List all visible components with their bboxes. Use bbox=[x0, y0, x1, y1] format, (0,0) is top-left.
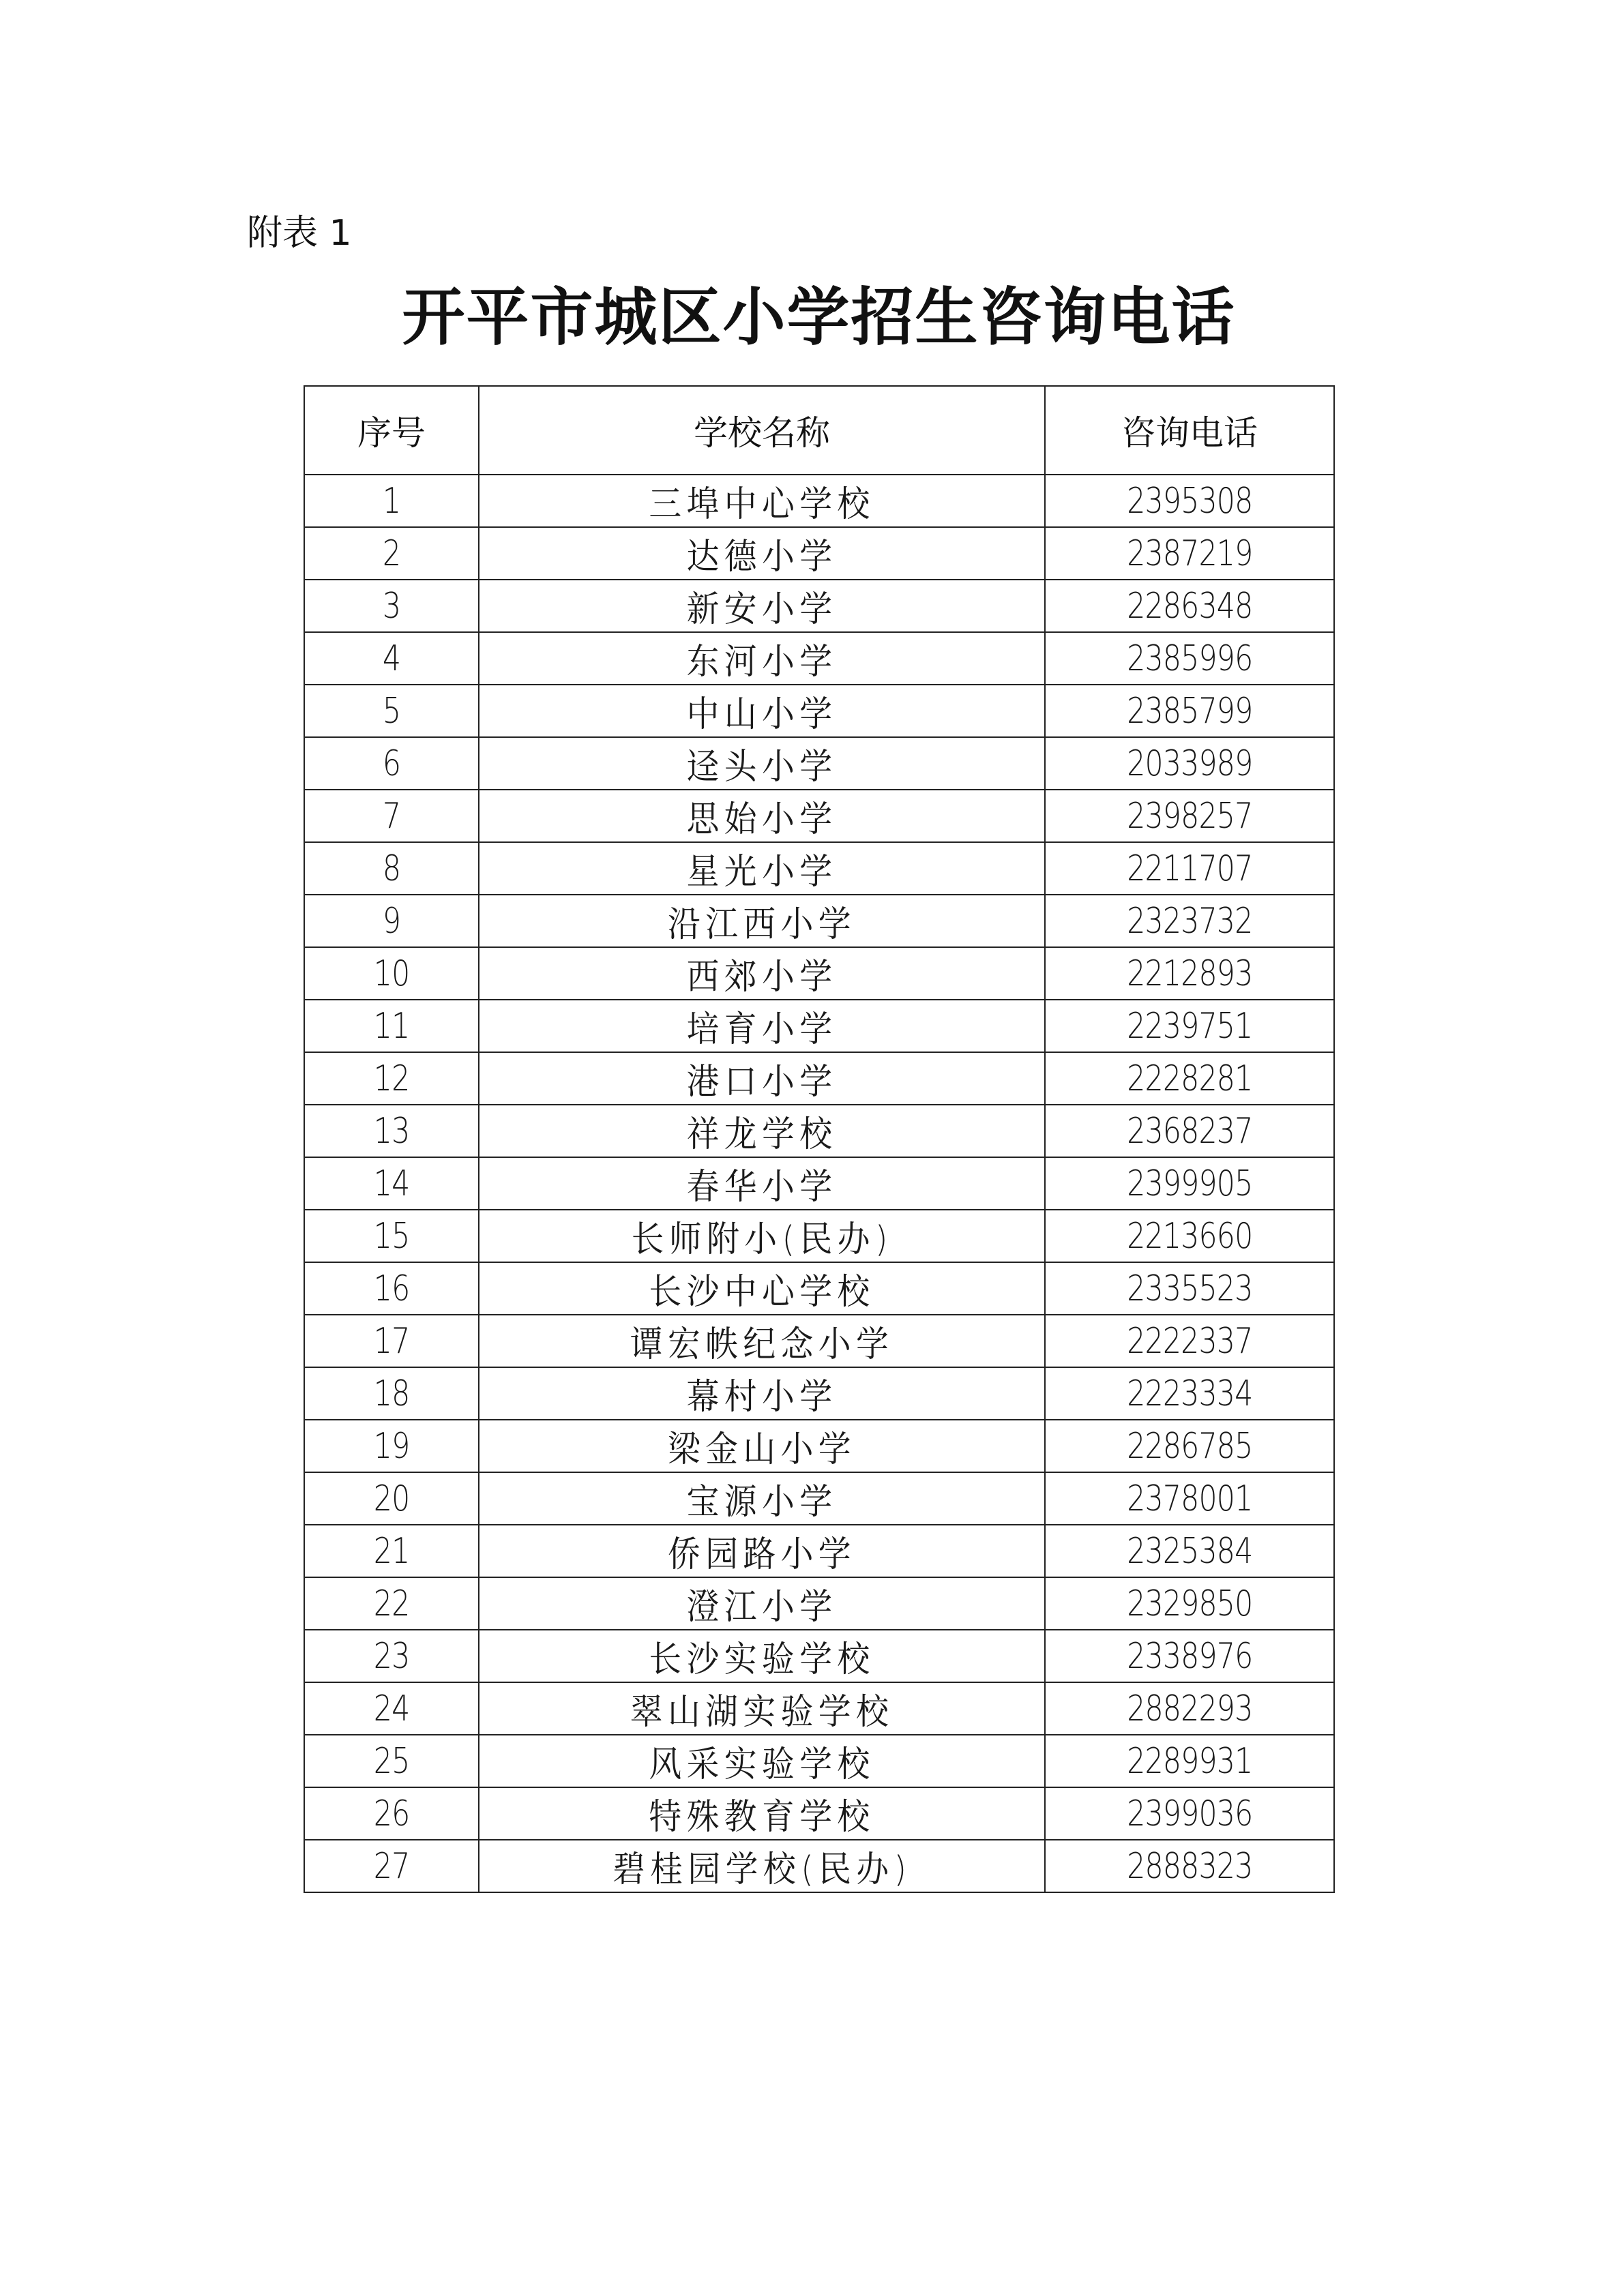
cell-index-text: 8 bbox=[382, 848, 401, 889]
cell-school-name bbox=[479, 1000, 1045, 1052]
cell-index bbox=[304, 895, 479, 947]
cell-school-name-text: 长沙中心学校 bbox=[649, 1272, 875, 1313]
cell-index bbox=[304, 1262, 479, 1315]
cell-school-name bbox=[479, 1262, 1045, 1315]
cell-index-text: 3 bbox=[382, 585, 401, 627]
cell-index-text: 15 bbox=[373, 1215, 410, 1257]
cell-school-name bbox=[479, 1315, 1045, 1367]
cell-phone-text: 2385996 bbox=[1126, 638, 1253, 679]
cell-index-text: 18 bbox=[373, 1373, 410, 1414]
cell-school-name-text: 翠山湖实验学校 bbox=[630, 1692, 894, 1733]
table-row bbox=[304, 1577, 1334, 1630]
cell-phone bbox=[1045, 1577, 1334, 1630]
cell-phone-text: 2395308 bbox=[1126, 480, 1253, 522]
cell-school-name bbox=[479, 685, 1045, 737]
cell-school-name-text: 达德小学 bbox=[686, 537, 838, 578]
cell-school-name bbox=[479, 1735, 1045, 1787]
table-row bbox=[304, 475, 1334, 527]
cell-school-name-text: 谭宏帙纪念小学 bbox=[630, 1324, 894, 1365]
cell-phone-text: 2239751 bbox=[1126, 1005, 1253, 1047]
cell-school-name bbox=[479, 527, 1045, 580]
cell-index bbox=[304, 1472, 479, 1525]
header-phone: 咨询电话 bbox=[1045, 386, 1334, 475]
cell-school-name-text: 梁金山小学 bbox=[667, 1429, 856, 1470]
cell-phone bbox=[1045, 1052, 1334, 1105]
cell-phone-text: 2387219 bbox=[1126, 533, 1253, 574]
cell-index bbox=[304, 475, 479, 527]
cell-phone bbox=[1045, 842, 1334, 895]
cell-index bbox=[304, 580, 479, 632]
cell-phone-text: 2378001 bbox=[1126, 1478, 1253, 1519]
cell-school-name bbox=[479, 632, 1045, 685]
cell-phone-text: 2882293 bbox=[1126, 1688, 1253, 1729]
cell-school-name-text: 特殊教育学校 bbox=[649, 1797, 875, 1838]
cell-school-name-text: 沿江西小学 bbox=[667, 904, 856, 945]
cell-index-text: 13 bbox=[373, 1110, 410, 1152]
cell-index-text: 16 bbox=[373, 1268, 410, 1309]
cell-school-name-text: 长沙实验学校 bbox=[649, 1639, 875, 1680]
cell-index-text: 27 bbox=[373, 1845, 410, 1887]
cell-phone-text: 2323732 bbox=[1126, 900, 1253, 942]
cell-index-text: 21 bbox=[373, 1530, 410, 1572]
table-row bbox=[304, 1315, 1334, 1367]
cell-phone bbox=[1045, 1262, 1334, 1315]
cell-phone-text: 2286785 bbox=[1126, 1425, 1253, 1467]
cell-school-name bbox=[479, 790, 1045, 842]
cell-phone bbox=[1045, 580, 1334, 632]
cell-school-name-text: 西郊小学 bbox=[686, 957, 838, 998]
cell-phone-text: 2385799 bbox=[1126, 690, 1253, 732]
cell-school-name bbox=[479, 737, 1045, 790]
cell-index-text: 7 bbox=[382, 795, 401, 837]
cell-index-text: 6 bbox=[382, 743, 401, 784]
cell-phone bbox=[1045, 685, 1334, 737]
cell-phone-text: 2338976 bbox=[1126, 1635, 1253, 1677]
cell-index-text: 9 bbox=[382, 900, 401, 942]
cell-phone bbox=[1045, 1787, 1334, 1840]
cell-school-name-text: 中山小学 bbox=[686, 694, 838, 735]
cell-index-text: 25 bbox=[373, 1740, 410, 1782]
table-row bbox=[304, 1000, 1334, 1052]
cell-index bbox=[304, 1420, 479, 1472]
cell-phone bbox=[1045, 527, 1334, 580]
cell-school-name-text: 迳头小学 bbox=[686, 747, 838, 788]
cell-school-name-text: 长师附小(民办) bbox=[631, 1219, 893, 1260]
cell-index-text: 1 bbox=[382, 480, 401, 522]
cell-phone-text: 2212893 bbox=[1126, 953, 1253, 994]
cell-phone-text: 2223334 bbox=[1126, 1373, 1253, 1414]
cell-school-name bbox=[479, 580, 1045, 632]
cell-school-name-text: 宝源小学 bbox=[686, 1482, 838, 1523]
cell-school-name-text: 风采实验学校 bbox=[649, 1744, 875, 1785]
table-row bbox=[304, 685, 1334, 737]
cell-phone bbox=[1045, 1420, 1334, 1472]
cell-school-name bbox=[479, 1525, 1045, 1577]
cell-school-name-text: 东河小学 bbox=[686, 642, 838, 683]
table-row bbox=[304, 1157, 1334, 1210]
cell-index-text: 26 bbox=[373, 1793, 410, 1834]
table-header-row bbox=[304, 386, 1334, 475]
cell-school-name bbox=[479, 1840, 1045, 1892]
cell-phone bbox=[1045, 790, 1334, 842]
cell-phone bbox=[1045, 1525, 1334, 1577]
cell-index bbox=[304, 1157, 479, 1210]
cell-phone-text: 2399905 bbox=[1126, 1163, 1253, 1204]
cell-phone-text: 2222337 bbox=[1126, 1320, 1253, 1362]
cell-phone-text: 2289931 bbox=[1126, 1740, 1253, 1782]
cell-school-name-text: 春华小学 bbox=[686, 1167, 838, 1208]
cell-index bbox=[304, 1000, 479, 1052]
cell-school-name bbox=[479, 1682, 1045, 1735]
cell-school-name bbox=[479, 1577, 1045, 1630]
cell-phone bbox=[1045, 1630, 1334, 1682]
cell-school-name bbox=[479, 947, 1045, 1000]
cell-phone-text: 2325384 bbox=[1126, 1530, 1253, 1572]
cell-school-name-text: 思始小学 bbox=[686, 799, 838, 840]
cell-index bbox=[304, 1577, 479, 1630]
table-row bbox=[304, 527, 1334, 580]
table-row bbox=[304, 737, 1334, 790]
cell-school-name bbox=[479, 1105, 1045, 1157]
cell-index bbox=[304, 1052, 479, 1105]
table-row bbox=[304, 632, 1334, 685]
cell-school-name bbox=[479, 1052, 1045, 1105]
cell-index bbox=[304, 632, 479, 685]
cell-index bbox=[304, 947, 479, 1000]
cell-school-name bbox=[479, 1787, 1045, 1840]
table-row bbox=[304, 1682, 1334, 1735]
attachment-label: 附表 1 bbox=[247, 213, 352, 254]
cell-school-name bbox=[479, 1210, 1045, 1262]
cell-phone bbox=[1045, 1735, 1334, 1787]
cell-index bbox=[304, 1630, 479, 1682]
cell-phone bbox=[1045, 1840, 1334, 1892]
cell-phone-text: 2399036 bbox=[1126, 1793, 1253, 1834]
header-school-name: 学校名称 bbox=[479, 386, 1045, 475]
table-row bbox=[304, 1840, 1334, 1892]
cell-phone bbox=[1045, 1682, 1334, 1735]
cell-index-text: 14 bbox=[373, 1163, 410, 1204]
cell-index-text: 17 bbox=[373, 1320, 410, 1362]
cell-index-text: 20 bbox=[373, 1478, 410, 1519]
table-row bbox=[304, 1367, 1334, 1420]
cell-index bbox=[304, 1105, 479, 1157]
cell-school-name-text: 幕村小学 bbox=[686, 1377, 838, 1418]
cell-index bbox=[304, 1735, 479, 1787]
table-row bbox=[304, 790, 1334, 842]
cell-index-text: 5 bbox=[382, 690, 401, 732]
cell-index bbox=[304, 1787, 479, 1840]
cell-index bbox=[304, 527, 479, 580]
page-title: 开平市城区小学招生咨询电话 bbox=[402, 280, 1236, 354]
cell-phone bbox=[1045, 1157, 1334, 1210]
cell-school-name-text: 港口小学 bbox=[686, 1062, 838, 1103]
cell-phone-text: 2335523 bbox=[1126, 1268, 1253, 1309]
header-index: 序号 bbox=[304, 386, 479, 475]
table-row bbox=[304, 1787, 1334, 1840]
table-row bbox=[304, 1052, 1334, 1105]
cell-phone bbox=[1045, 895, 1334, 947]
cell-index bbox=[304, 1525, 479, 1577]
cell-phone bbox=[1045, 475, 1334, 527]
cell-phone bbox=[1045, 1210, 1334, 1262]
cell-index-text: 22 bbox=[373, 1583, 410, 1624]
cell-school-name bbox=[479, 1367, 1045, 1420]
cell-index bbox=[304, 1840, 479, 1892]
cell-phone-text: 2368237 bbox=[1126, 1110, 1253, 1152]
cell-school-name bbox=[479, 1630, 1045, 1682]
cell-school-name-text: 澄江小学 bbox=[686, 1587, 838, 1628]
cell-phone bbox=[1045, 1000, 1334, 1052]
cell-phone bbox=[1045, 632, 1334, 685]
cell-school-name-text: 碧桂园学校(民办) bbox=[612, 1849, 912, 1890]
cell-school-name-text: 新安小学 bbox=[686, 589, 838, 630]
cell-phone-text: 2398257 bbox=[1126, 795, 1253, 837]
cell-school-name-text: 星光小学 bbox=[686, 852, 838, 893]
table-row bbox=[304, 1472, 1334, 1525]
school-phone-table bbox=[304, 385, 1335, 1893]
table-row bbox=[304, 1210, 1334, 1262]
cell-school-name-text: 三埠中心学校 bbox=[649, 484, 875, 525]
table-row bbox=[304, 947, 1334, 1000]
cell-school-name-text: 侨园路小学 bbox=[667, 1534, 856, 1575]
cell-index-text: 19 bbox=[373, 1425, 410, 1467]
cell-phone-text: 2033989 bbox=[1126, 743, 1253, 784]
cell-index bbox=[304, 1682, 479, 1735]
cell-index bbox=[304, 1315, 479, 1367]
cell-index-text: 4 bbox=[382, 638, 401, 679]
cell-phone-text: 2286348 bbox=[1126, 585, 1253, 627]
cell-index-text: 10 bbox=[373, 953, 410, 994]
table-row bbox=[304, 1525, 1334, 1577]
cell-school-name bbox=[479, 1420, 1045, 1472]
table-row bbox=[304, 1735, 1334, 1787]
table-row bbox=[304, 580, 1334, 632]
cell-phone bbox=[1045, 1105, 1334, 1157]
cell-school-name-text: 祥龙学校 bbox=[686, 1114, 838, 1155]
cell-index-text: 24 bbox=[373, 1688, 410, 1729]
cell-phone-text: 2211707 bbox=[1126, 848, 1253, 889]
cell-index-text: 12 bbox=[373, 1058, 410, 1099]
table-body bbox=[304, 475, 1334, 1892]
cell-index bbox=[304, 1367, 479, 1420]
cell-phone bbox=[1045, 1472, 1334, 1525]
cell-index bbox=[304, 737, 479, 790]
table-row bbox=[304, 1420, 1334, 1472]
cell-index-text: 23 bbox=[373, 1635, 410, 1677]
cell-school-name bbox=[479, 842, 1045, 895]
cell-phone-text: 2329850 bbox=[1126, 1583, 1253, 1624]
cell-school-name bbox=[479, 895, 1045, 947]
cell-phone bbox=[1045, 737, 1334, 790]
table-row bbox=[304, 842, 1334, 895]
cell-school-name bbox=[479, 475, 1045, 527]
table-row bbox=[304, 895, 1334, 947]
cell-index bbox=[304, 842, 479, 895]
cell-phone bbox=[1045, 1315, 1334, 1367]
cell-phone bbox=[1045, 947, 1334, 1000]
table-row bbox=[304, 1262, 1334, 1315]
cell-index bbox=[304, 790, 479, 842]
cell-index bbox=[304, 685, 479, 737]
table-row bbox=[304, 1630, 1334, 1682]
cell-school-name bbox=[479, 1472, 1045, 1525]
cell-phone-text: 2888323 bbox=[1126, 1845, 1253, 1887]
table-row bbox=[304, 1105, 1334, 1157]
cell-school-name bbox=[479, 1157, 1045, 1210]
cell-index-text: 2 bbox=[382, 533, 401, 574]
cell-school-name-text: 培育小学 bbox=[686, 1009, 838, 1050]
cell-phone bbox=[1045, 1367, 1334, 1420]
cell-index bbox=[304, 1210, 479, 1262]
cell-phone-text: 2213660 bbox=[1126, 1215, 1253, 1257]
cell-index-text: 11 bbox=[373, 1005, 410, 1047]
cell-phone-text: 2228281 bbox=[1126, 1058, 1253, 1099]
